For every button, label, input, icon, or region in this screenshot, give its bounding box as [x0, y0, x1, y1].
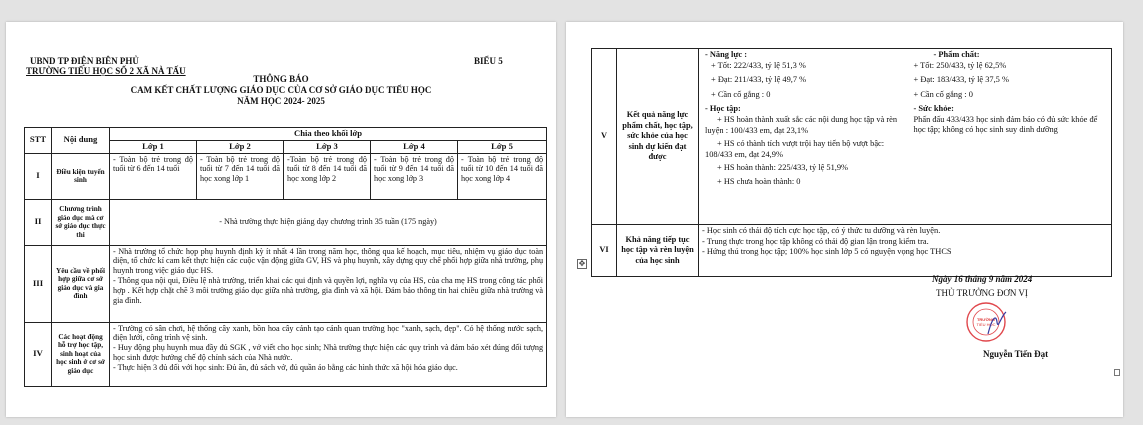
hoc-tap-item: + HS hoàn thành xuất sắc các nội dung học tập và rèn luyện : 100/433 em, đạt 23,1% — [705, 114, 898, 135]
row-stt: II — [25, 199, 52, 245]
pham-chat-item: + Cần cố gắng : 0 — [913, 89, 973, 99]
row6-line: - Hứng thú trong học tập; 100% học sinh lớp 5 có nguyện vọng học THCS — [702, 247, 952, 257]
pham-chat-item: + Tốt: 250/433, tỷ lệ 62,5% — [913, 60, 1007, 70]
header-content: Nội dung — [52, 128, 110, 154]
row6-text — [699, 225, 1112, 277]
row-content: Các hoạt động hỗ trợ học tập, sinh hoạt của học sinh ở cơ sở giáo dục — [52, 322, 110, 386]
row-content: Khả năng tiếp tục học tập và rèn luyện của học sinh — [617, 225, 699, 277]
grade-cell: - Toàn bộ trẻ trong độ tuổi từ 10 đến 14 tuổi đã học xong lớp 4 — [458, 153, 547, 199]
nang-luc-item: + Tốt: 222/433, tỷ lệ 51,3 % — [711, 60, 806, 70]
hoc-tap-item: + HS hoàn thành: 225/433, tỷ lệ 51,9% — [717, 163, 849, 173]
stamp-text: TRƯỜNG — [976, 317, 996, 322]
nang-luc-title: - Năng lực : — [705, 50, 748, 59]
sign-date: Ngày 16 tháng 9 năm 2024 — [932, 274, 1033, 284]
table-row — [25, 153, 547, 199]
row-stt: VI — [592, 225, 617, 277]
table-row — [592, 49, 1112, 225]
header-grade-5: Lớp 5 — [458, 140, 547, 153]
row6-line: - Học sinh có thái độ tích cực học tập, có ý thức tu dưỡng và rèn luyện. — [702, 226, 941, 235]
document-page-1 — [6, 22, 556, 417]
results-right — [902, 49, 1112, 225]
doc-title: THÔNG BÁO — [253, 74, 309, 84]
hoc-tap-item: + HS chưa hoàn thành: 0 — [717, 176, 801, 186]
doc-subtitle: CAM KẾT CHẤT LƯỢNG GIÁO DỤC CỦA CƠ SỞ GIÁO DỤC TIỂU HỌC — [130, 85, 432, 95]
end-mark-icon — [1114, 369, 1120, 376]
header-grade-1: Lớp 1 — [110, 140, 197, 153]
header-grade-4: Lớp 4 — [371, 140, 458, 153]
sign-title: THỦ TRƯỞNG ĐƠN VỊ — [936, 288, 1028, 298]
school-year: NĂM HỌC 2024- 2025 — [237, 96, 325, 106]
header-stt: STT — [25, 128, 52, 154]
table-row — [25, 322, 547, 386]
grade-cell: -Toàn bộ trẻ trong độ tuổi từ 8 đến 14 tuổi đã học xong lớp 2 — [284, 153, 371, 199]
table-row — [25, 199, 547, 245]
nang-luc-item: + Đạt: 211/433, tỷ lệ 49,7 % — [711, 75, 807, 85]
org-line-1: UBND TP ĐIỆN BIÊN PHỦ — [30, 56, 139, 66]
signer-name: Nguyễn Tiến Đạt — [983, 349, 1049, 359]
row-stt: III — [25, 245, 52, 322]
results-left — [699, 49, 902, 225]
results-table — [591, 48, 1112, 277]
table-row — [25, 245, 547, 322]
move-handle-icon[interactable]: ✥ — [578, 259, 586, 268]
row-content: Yêu cầu về phối hợp giữa cơ sở giáo dục và gia đình — [52, 245, 110, 322]
grade-cell: - Toàn bộ trẻ trong độ tuổi từ 7 đến 14 tuổi đã học xong lớp 1 — [197, 153, 284, 199]
hoc-tap-title: - Học tập: — [705, 104, 741, 114]
org-line-2: TRƯỜNG TIỂU HỌC SỐ 2 XÃ NÀ TẤU — [26, 66, 186, 76]
row-content: Kết quả năng lực phẩm chất, học tập, sức khỏe của học sinh dự kiến đạt được — [617, 49, 699, 225]
header-grade-3: Lớp 3 — [284, 140, 371, 153]
suc-khoe-text: Phấn đấu 433/433 học sinh đảm bảo có đủ sức khỏe để học tập; không có học sinh suy dinh dưỡng — [913, 114, 1098, 134]
row-content: Điều kiện tuyển sinh — [52, 153, 110, 199]
row-text: - Trường có sân chơi, hệ thống cây xanh, bồn hoa cây cảnh tạo cảnh quan trường học "xanh, sạch, đẹp". Có hệ thống nước sạch, điện lưới, công trình vệ sinh. - Huy động phụ huynh mua đầy đủ SGK , vở viết cho học sinh; Nhà trường thực hiện các quy trình và đảm bảo xét đúng đối tượng học sinh được hưởng chế độ chính sách của Nhà nước. - Thực hiện 3 đủ đối với học sinh: Đủ ăn, đủ sách vở, đủ quần áo bằng các hình thức xã hội hóa giáo dục. — [110, 322, 547, 386]
row-stt: V — [592, 49, 617, 225]
suc-khoe-title: - Sức khỏe: — [913, 104, 954, 114]
row-text: - Nhà trường thực hiện giảng dạy chương trình 35 tuần (175 ngày) — [110, 199, 547, 245]
nang-luc-item: + Cần cố gắng : 0 — [711, 89, 771, 99]
row6-line: - Trung thực trong học tập không có thái độ gian lận trong kiểm tra. — [702, 236, 929, 246]
table-row — [592, 225, 1112, 277]
header-grade-2: Lớp 2 — [197, 140, 284, 153]
pham-chat-item: + Đạt: 183/433, tỷ lệ 37,5 % — [913, 75, 1009, 85]
row-stt: IV — [25, 322, 52, 386]
grade-cell: - Toàn bộ trẻ trong độ tuổi từ 6 đến 14 tuổi — [110, 153, 197, 199]
header-group: Chia theo khối lớp — [110, 128, 547, 141]
row-stt: I — [25, 153, 52, 199]
row-content: Chương trình giáo dục mà cơ sở giáo dục thực thi — [52, 199, 110, 245]
pham-chat-title: - Phẩm chất: — [933, 50, 980, 59]
row-text: - Nhà trường tổ chức họp phụ huynh định kỳ ít nhất 4 lần trong năm học, thông qua kế hoạch, mục tiêu, nhiệm vụ giáo dục toàn diện, tổ chức kí cam kết thực hiện các cuộc vận động giữa GV, HS và phụ huynh, xây dựng quy chế phối hợp giữa nhà trường, phụ huynh trong việc giáo dục HS. - Thông qua nội qui, Điều lệ nhà trường, triển khai các qui định và quyền lợi, nghĩa vụ của HS, của cha mẹ HS trong công tác phối hợp . Kết hợp chặt chẽ 3 môi trường giáo dục giữa nhà trường, gia đình và xã hội. Đảm bảo thông tin hai chiều giữa nhà trường và gia đình. — [110, 245, 547, 322]
stamp-icon — [966, 300, 1010, 344]
form-number: BIỂU 5 — [474, 56, 503, 66]
hoc-tap-item: + HS có thành tích vượt trội hay tiến bộ vượt bậc: 108/433 em, đạt 24,9% — [705, 139, 885, 159]
grade-cell: - Toàn bộ trẻ trong độ tuổi từ 9 đến 14 tuổi đã học xong lớp 3 — [371, 153, 458, 199]
commitment-table — [24, 127, 547, 387]
stamp-text: TIỂU HỌC — [976, 322, 996, 327]
